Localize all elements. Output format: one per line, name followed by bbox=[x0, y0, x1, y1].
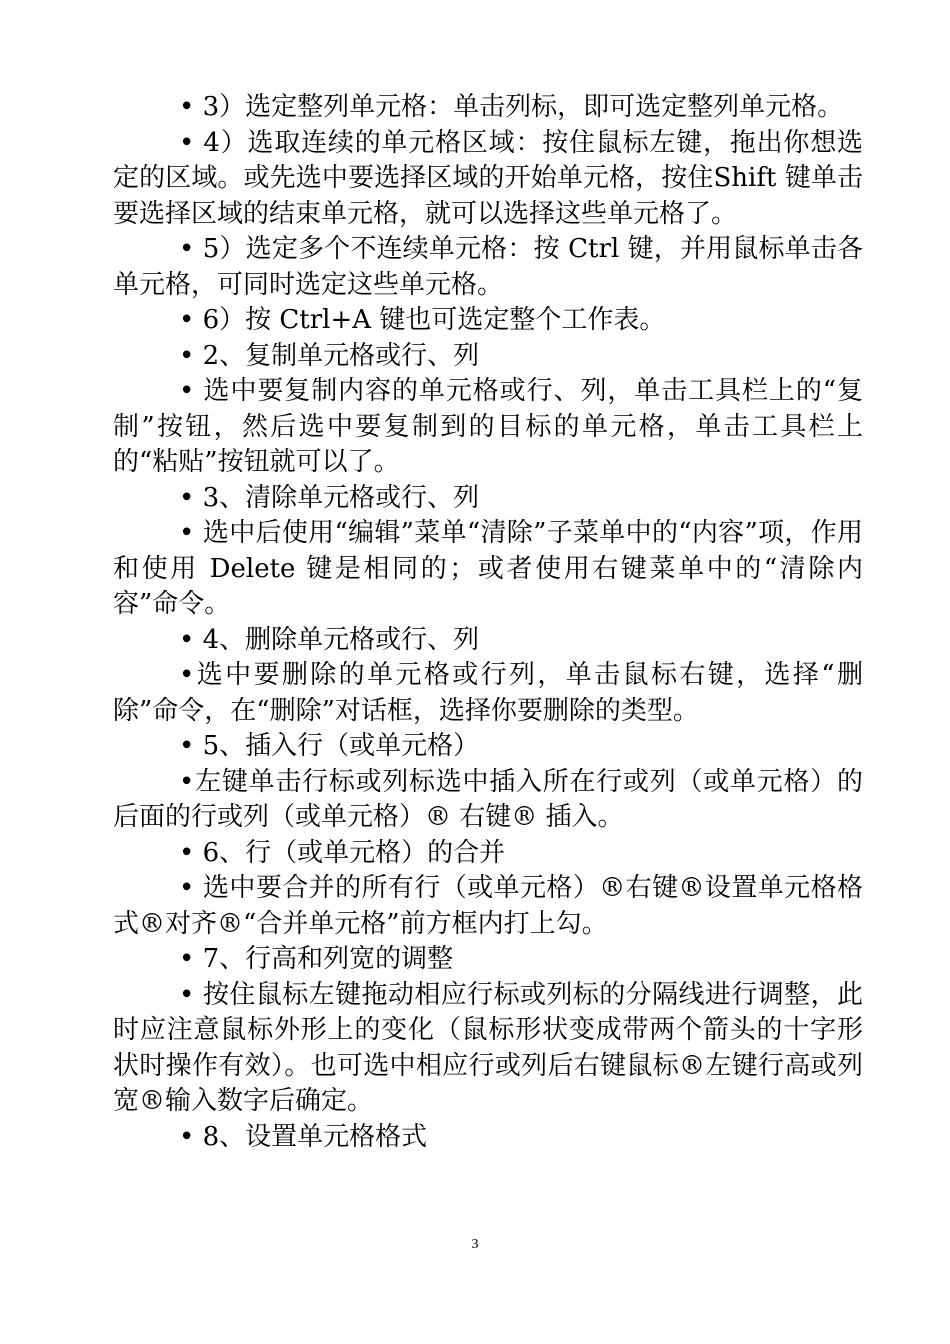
paragraph-select-noncontiguous: • 5）选定多个不连续单元格：按 Ctrl 键，并用鼠标单击各单元格，可同时选定这些单元格。 bbox=[113, 234, 863, 300]
paragraph-row-column-size: • 按住鼠标左键拖动相应行标或列标的分隔线进行调整，此时应注意鼠标外形上的变化（鼠标形状变成带两个箭头的十字形状时操作有效）。也可选中相应行或列后右键鼠标®左键行高或列宽®输入数字后确定。 bbox=[113, 979, 863, 1116]
heading-insert-row: • 5、插入行（或单元格） bbox=[179, 731, 480, 761]
heading-cell-format: • 8、设置单元格格式 bbox=[179, 1121, 428, 1152]
paragraph-merge-cells: • 选中要合并的所有行（或单元格）®右键®设置单元格格式®对齐®“合并单元格”前方框内打上勾。 bbox=[113, 873, 863, 939]
paragraph-insert-row: •左键单击行标或列标选中插入所在行或列（或单元格）的后面的行或列（或单元格）® 右键® 插入。 bbox=[113, 766, 863, 832]
heading-clear-cells: • 3、清除单元格或行、列 bbox=[179, 482, 480, 513]
paragraph-select-range: • 4）选取连续的单元格区域：按住鼠标左键，拖出你想选定的区域。或先选中要选择区域的开始单元格，按住Shift 键单击要选择区域的结束单元格，就可以选择这些单元格了。 bbox=[113, 127, 863, 229]
paragraph-select-column: • 3）选定整列单元格：单击列标，即可选定整列单元格。 bbox=[179, 92, 844, 122]
page-number: 3 bbox=[471, 1237, 479, 1252]
paragraph-delete-cells: •选中要删除的单元格或行列，单击鼠标右键，选择“删除”命令，在“删除”对话框，选择你要删除的类型。 bbox=[113, 660, 863, 726]
heading-copy-cells: • 2、复制单元格或行、列 bbox=[179, 340, 480, 371]
paragraph-select-all: • 6）按 Ctrl+A 键也可选定整个工作表。 bbox=[179, 305, 666, 335]
document-body bbox=[113, 90, 863, 1155]
heading-merge-cells: • 6、行（或单元格）的合并 bbox=[179, 837, 506, 868]
paragraph-copy-cells: • 选中要复制内容的单元格或行、列，单击工具栏上的“复制”按钮，然后选中要复制到的目标的单元格，单击工具栏上的“粘贴”按钮就可以了。 bbox=[113, 376, 863, 477]
heading-delete-cells: • 4、删除单元格或行、列 bbox=[179, 624, 480, 655]
paragraph-clear-cells: • 选中后使用“编辑”菜单“清除”子菜单中的“内容”项，作用和使用 Delete 键是相同的；或者使用右键菜单中的“清除内容”命令。 bbox=[113, 518, 863, 619]
heading-row-column-size: • 7、行高和列宽的调整 bbox=[179, 944, 454, 974]
